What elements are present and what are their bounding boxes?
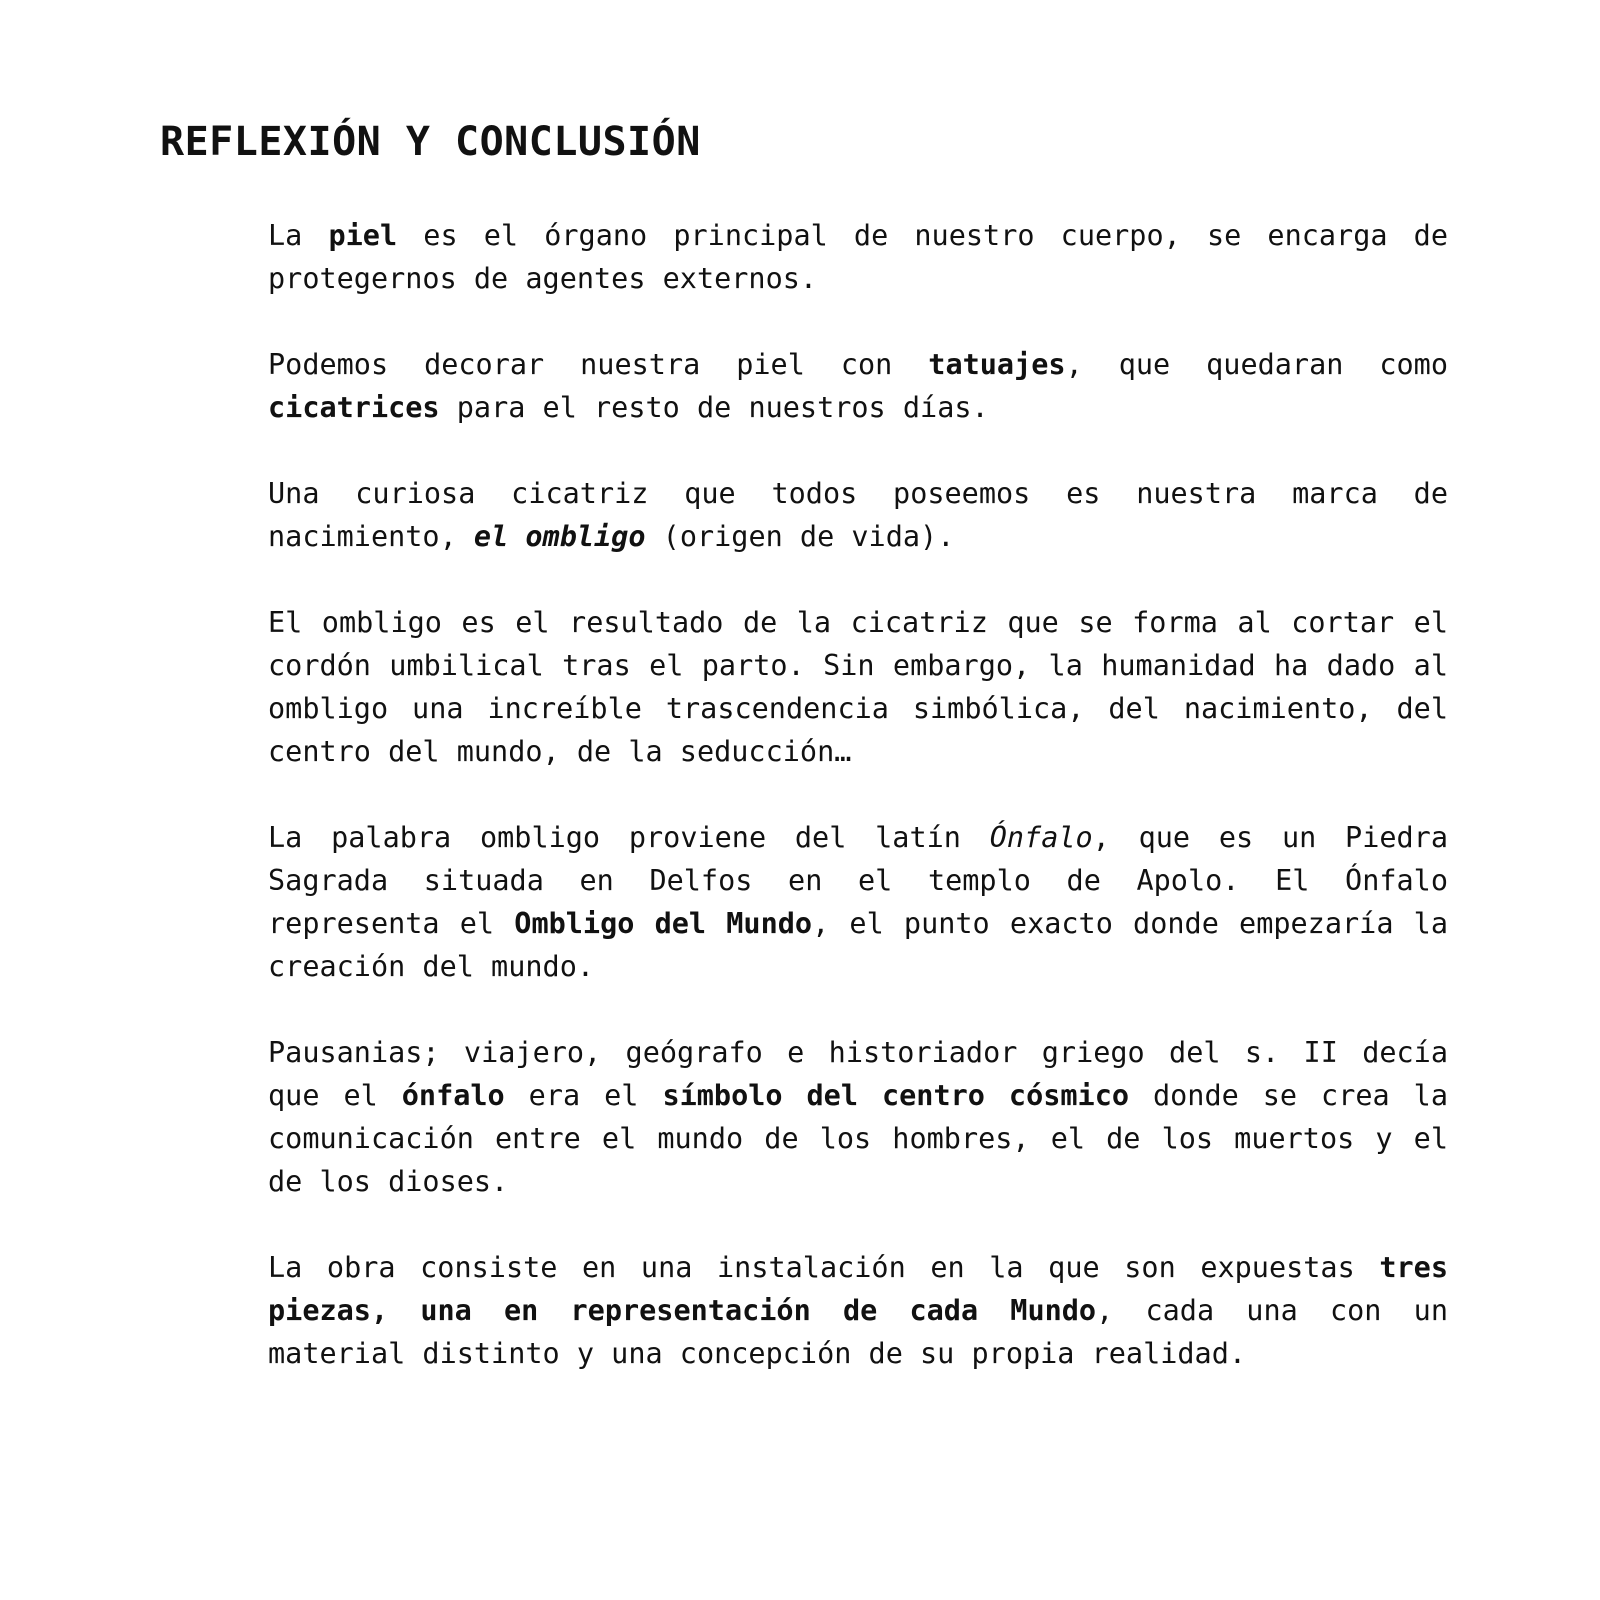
text-run: El ombligo es el resultado de la cicatriz que se forma al cortar el cordón umbilical tras el parto. Sin embargo, la humanidad ha dado al ombligo una increíble trascendencia simbólica, del nacimiento, del centro del mundo, de la seducción… (268, 606, 1448, 768)
bold-run: símbolo del centro cósmico (662, 1079, 1130, 1112)
paragraph-7 (268, 1246, 1448, 1375)
bold-run: Ombligo del Mundo (514, 907, 813, 940)
text-run: Una curiosa cicatriz que todos poseemos es nuestra marca de nacimiento, (268, 477, 1448, 553)
text-run: Pausanias; viajero, geógrafo e historiador griego del s. II decía que el (268, 1036, 1448, 1112)
bold-run: ónfalo (401, 1079, 505, 1112)
text-run: , que es un Piedra Sagrada situada en Delfos en el templo de Apolo. El Ónfalo representa el (268, 821, 1448, 940)
body-text (268, 214, 1448, 1375)
text-run: La palabra ombligo proviene del latín (268, 821, 990, 854)
text-run: , cada una con un material distinto y una concepción de su propia realidad. (268, 1294, 1448, 1370)
paragraph-4 (268, 601, 1448, 773)
text-run: , que quedaran como (1065, 348, 1448, 381)
text-run: La (268, 219, 329, 252)
paragraph-1 (268, 214, 1448, 300)
text-run: Podemos decorar nuestra piel con (268, 348, 929, 381)
text-run: para el resto de nuestros días. (439, 391, 989, 424)
text-run: , el punto exacto donde empezaría la creación del mundo. (268, 907, 1448, 983)
text-run: es el órgano principal de nuestro cuerpo, se encarga de protegernos de agentes externos. (268, 219, 1448, 295)
bold-run: tres piezas, una en representación de cada Mundo (268, 1251, 1448, 1327)
bold-italic-run (474, 520, 646, 553)
paragraph-2 (268, 343, 1448, 429)
bold-run: piel (328, 219, 398, 252)
text-run: donde se crea la comunicación entre el mundo de los hombres, el de los muertos y el de los dioses. (268, 1079, 1448, 1198)
text-run: era el (504, 1079, 663, 1112)
text-run: (origen de vida). (645, 520, 955, 553)
emphasis-text: el ombligo (473, 520, 646, 553)
page-title: REFLEXIÓN Y CONCLUSIÓN (160, 119, 701, 165)
paragraph-6 (268, 1031, 1448, 1203)
text-run: La obra consiste en una instalación en la que son expuestas (268, 1251, 1380, 1284)
bold-run: tatuajes (928, 348, 1066, 381)
paragraph-3 (268, 472, 1448, 558)
italic-run: Ónfalo (989, 821, 1093, 854)
bold-run: cicatrices (268, 391, 440, 424)
paragraph-5 (268, 816, 1448, 988)
